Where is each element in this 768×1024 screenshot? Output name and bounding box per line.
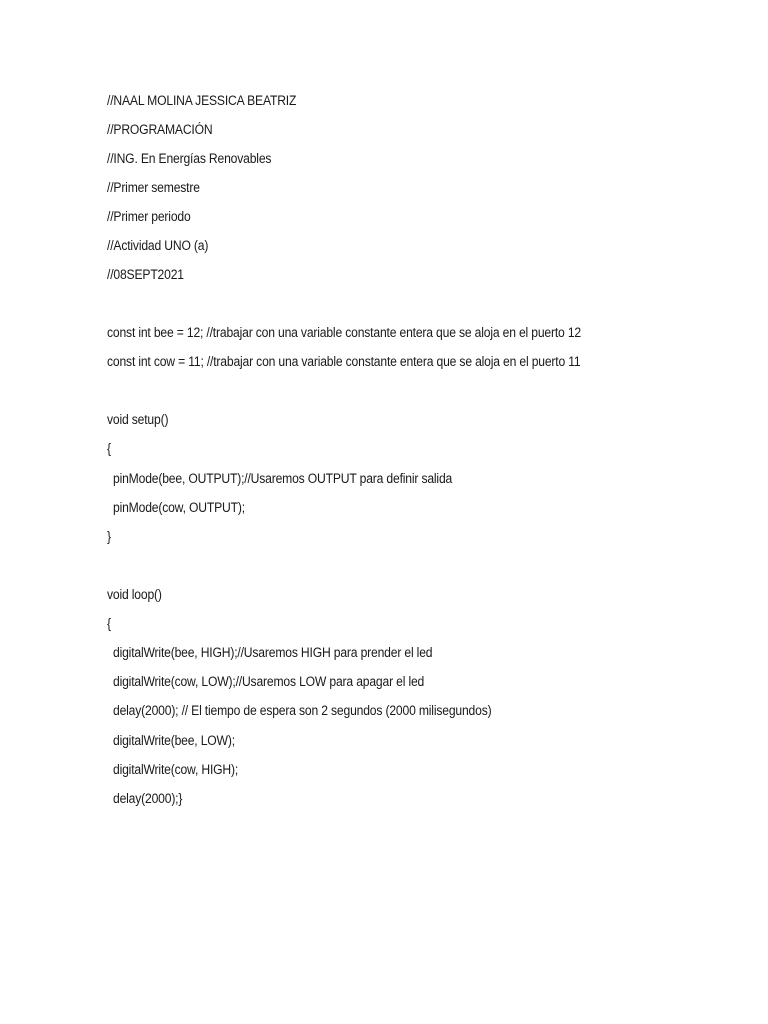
comment-date: //08SEPT2021 xyxy=(107,267,184,282)
code-loop-line: delay(2000);} xyxy=(113,791,183,806)
code-loop-open-brace: { xyxy=(107,616,111,631)
code-loop-line: digitalWrite(cow, HIGH); xyxy=(113,762,239,777)
code-loop-line: digitalWrite(cow, LOW);//Usaremos LOW para apagar el led xyxy=(113,674,425,689)
code-setup-close-brace: } xyxy=(107,529,111,544)
code-setup-line: pinMode(bee, OUTPUT);//Usaremos OUTPUT para definir salida xyxy=(113,471,453,486)
code-loop-line: digitalWrite(bee, LOW); xyxy=(113,733,235,748)
code-loop-line: delay(2000); // El tiempo de espera son 2 segundos (2000 milisegundos) xyxy=(113,703,492,718)
comment-subject: //PROGRAMACIÓN xyxy=(107,122,213,137)
comment-period: //Primer periodo xyxy=(107,209,191,224)
code-loop-signature: void loop() xyxy=(107,587,162,602)
code-loop-line: digitalWrite(bee, HIGH);//Usaremos HIGH para prender el led xyxy=(113,645,433,660)
comment-program: //ING. En Energías Renovables xyxy=(107,151,272,166)
code-setup-open-brace: { xyxy=(107,441,111,456)
comment-activity: //Actividad UNO (a) xyxy=(107,238,209,253)
code-setup-signature: void setup() xyxy=(107,412,169,427)
comment-semester: //Primer semestre xyxy=(107,180,200,195)
comment-author: //NAAL MOLINA JESSICA BEATRIZ xyxy=(107,93,297,108)
code-const-cow: const int cow = 11; //trabajar con una variable constante entera que se aloja en el puerto 11 xyxy=(107,354,581,369)
code-setup-line: pinMode(cow, OUTPUT); xyxy=(113,500,245,515)
code-const-bee: const int bee = 12; //trabajar con una variable constante entera que se aloja en el puerto 12 xyxy=(107,325,581,340)
